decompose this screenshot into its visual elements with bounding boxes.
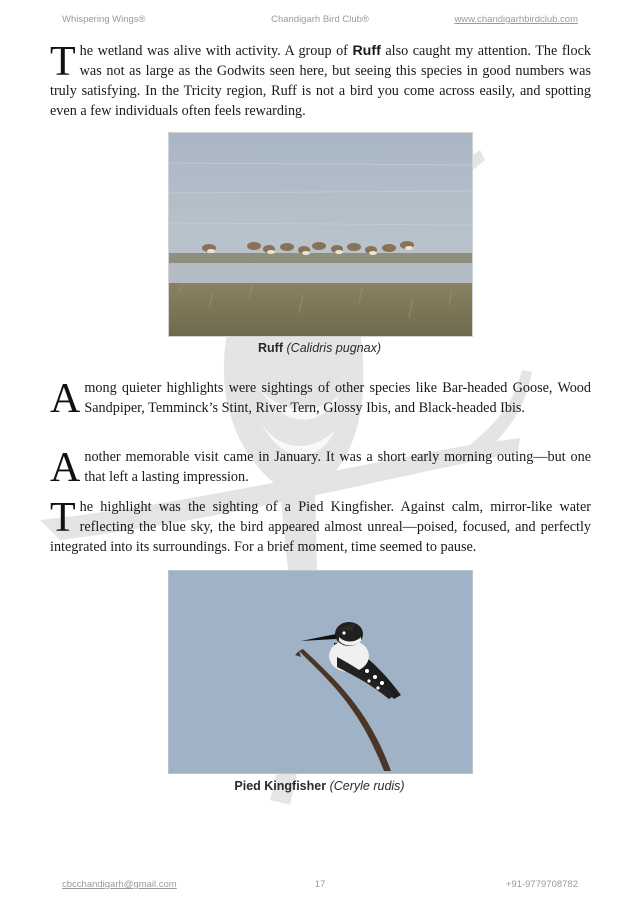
dropcap: A bbox=[50, 445, 81, 491]
header-publication: Whispering Wings® bbox=[62, 14, 146, 25]
bird-name-bold: Ruff bbox=[352, 43, 381, 59]
dropcap: T bbox=[50, 495, 76, 541]
page-footer bbox=[62, 879, 578, 893]
paragraph-text: mong quieter highlights were sightings of other species like Bar-headed Goose, Wood Sandpiper, Temminck’s Stint, River Tern, Glossy Ibis, and Black-headed Ibis. bbox=[84, 380, 591, 416]
paragraph-january-visit bbox=[50, 445, 591, 491]
paragraph-other-species bbox=[50, 376, 591, 422]
paragraph-text: also caught my attention. The flock was not as large as the Godwits seen here, but seeing this species in good numbers was truly satisfying. In the Tricity region, Ruff is not a bird you come across easily, and spotting even a few individuals often feels rewarding. bbox=[50, 43, 591, 119]
caption-bird-name: Pied Kingfisher bbox=[234, 779, 327, 793]
footer-phone: +91-9779708782 bbox=[505, 879, 578, 890]
page-header bbox=[62, 14, 578, 28]
header-club: Chandigarh Bird Club® bbox=[271, 14, 369, 25]
paragraph-ruff bbox=[50, 41, 591, 121]
caption-scientific-name: (Ceryle rudis) bbox=[329, 779, 405, 793]
paragraph-kingfisher bbox=[50, 497, 591, 557]
kingfisher-caption bbox=[168, 779, 471, 793]
dropcap: A bbox=[50, 376, 81, 422]
kingfisher-photo bbox=[168, 570, 473, 774]
paragraph-text: he highlight was the sighting of a Pied Kingfisher. Against calm, mirror-like water reflecting the blue sky, the bird appeared almost unreal—poised, focused, and perfectly integrated into its surroundings. For a brief moment, time seemed to pause. bbox=[50, 499, 591, 555]
paragraph-text: nother memorable visit came in January. It was a short early morning outing—but one that left a lasting impression. bbox=[84, 449, 591, 485]
dropcap: T bbox=[50, 39, 76, 85]
footer-email-link[interactable]: cbcchandigarh@gmail.com bbox=[62, 879, 177, 890]
caption-bird-name: Ruff bbox=[258, 341, 284, 355]
header-website-link[interactable]: www.chandigarhbirdclub.com bbox=[454, 14, 578, 25]
ruff-photo bbox=[168, 132, 473, 337]
page-number: 17 bbox=[314, 879, 326, 890]
ruff-caption bbox=[168, 341, 471, 355]
caption-scientific-name: (Calidris pugnax) bbox=[286, 341, 381, 355]
paragraph-text: he wetland was alive with activity. A group of bbox=[79, 43, 353, 59]
